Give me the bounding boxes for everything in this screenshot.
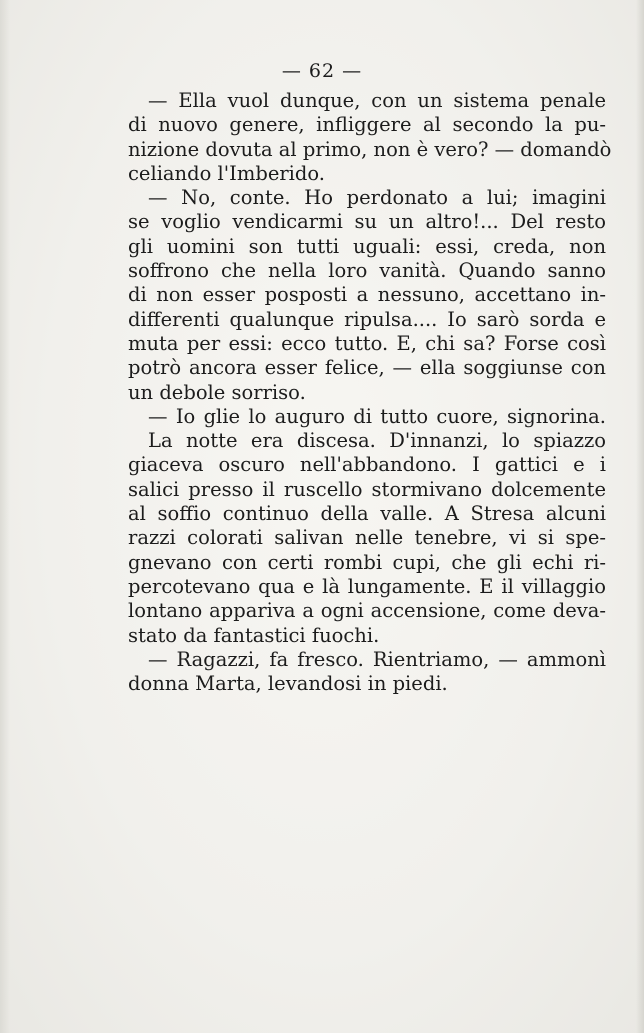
text-line: — Io glie lo auguro di tutto cuore, signorina. (148, 404, 606, 428)
text-line: donna Marta, levandosi in piedi. (128, 672, 448, 696)
text-line: gnevano con certi rombi cupi, che gli echi ri- (128, 550, 606, 574)
text-line: un debole sorriso. (128, 380, 306, 404)
page-number: — 62 — (281, 60, 363, 82)
text-line: — No, conte. Ho perdonato a lui; imagini (148, 186, 606, 210)
text-line: di non esser posposti a nessuno, accettano in- (128, 283, 606, 307)
page-edge-left (0, 0, 10, 1033)
text-line: differenti qualunque ripulsa.... Io sarò sorda e (128, 307, 606, 331)
text-line: celiando l'Imberido. (128, 161, 325, 185)
text-line: La notte era discesa. D'innanzi, lo spiazzo (148, 429, 606, 453)
text-line: gli uomini son tutti uguali: essi, creda, non (128, 234, 606, 258)
body-text (128, 89, 612, 696)
text-line: muta per essi: ecco tutto. E, chi sa? Forse così (128, 331, 606, 355)
text-line: — Ella vuol dunque, con un sistema penale (148, 89, 606, 112)
text-line: stato da fantastici fuochi. (128, 623, 380, 647)
text-line: soffrono che nella loro vanità. Quando sanno (128, 259, 606, 283)
text-line: giaceva oscuro nell'abbandono. I gattici e i (128, 453, 606, 477)
text-line: al soffio continuo della valle. A Stresa alcuni (128, 502, 606, 526)
text-line: razzi colorati salivan nelle tenebre, vi si spe- (128, 526, 606, 550)
text-line: di nuovo genere, infliggere al secondo la pu- (128, 113, 606, 137)
text-line: se voglio vendicarmi su un altro!... Del resto (128, 210, 606, 234)
text-line: salici presso il ruscello stormivano dolcemente (128, 477, 606, 501)
text-line: potrò ancora esser felice, — ella soggiunse con (128, 356, 606, 380)
text-line: lontano appariva a ogni accensione, come deva- (128, 599, 606, 623)
text-line: nizione dovuta al primo, non è vero? — domandò (128, 137, 612, 161)
text-line: — Ragazzi, fa fresco. Rientriamo, — ammonì (148, 647, 606, 671)
text-line: percotevano qua e là lungamente. E il villaggio (128, 574, 606, 598)
page-edge-right (636, 0, 644, 1033)
